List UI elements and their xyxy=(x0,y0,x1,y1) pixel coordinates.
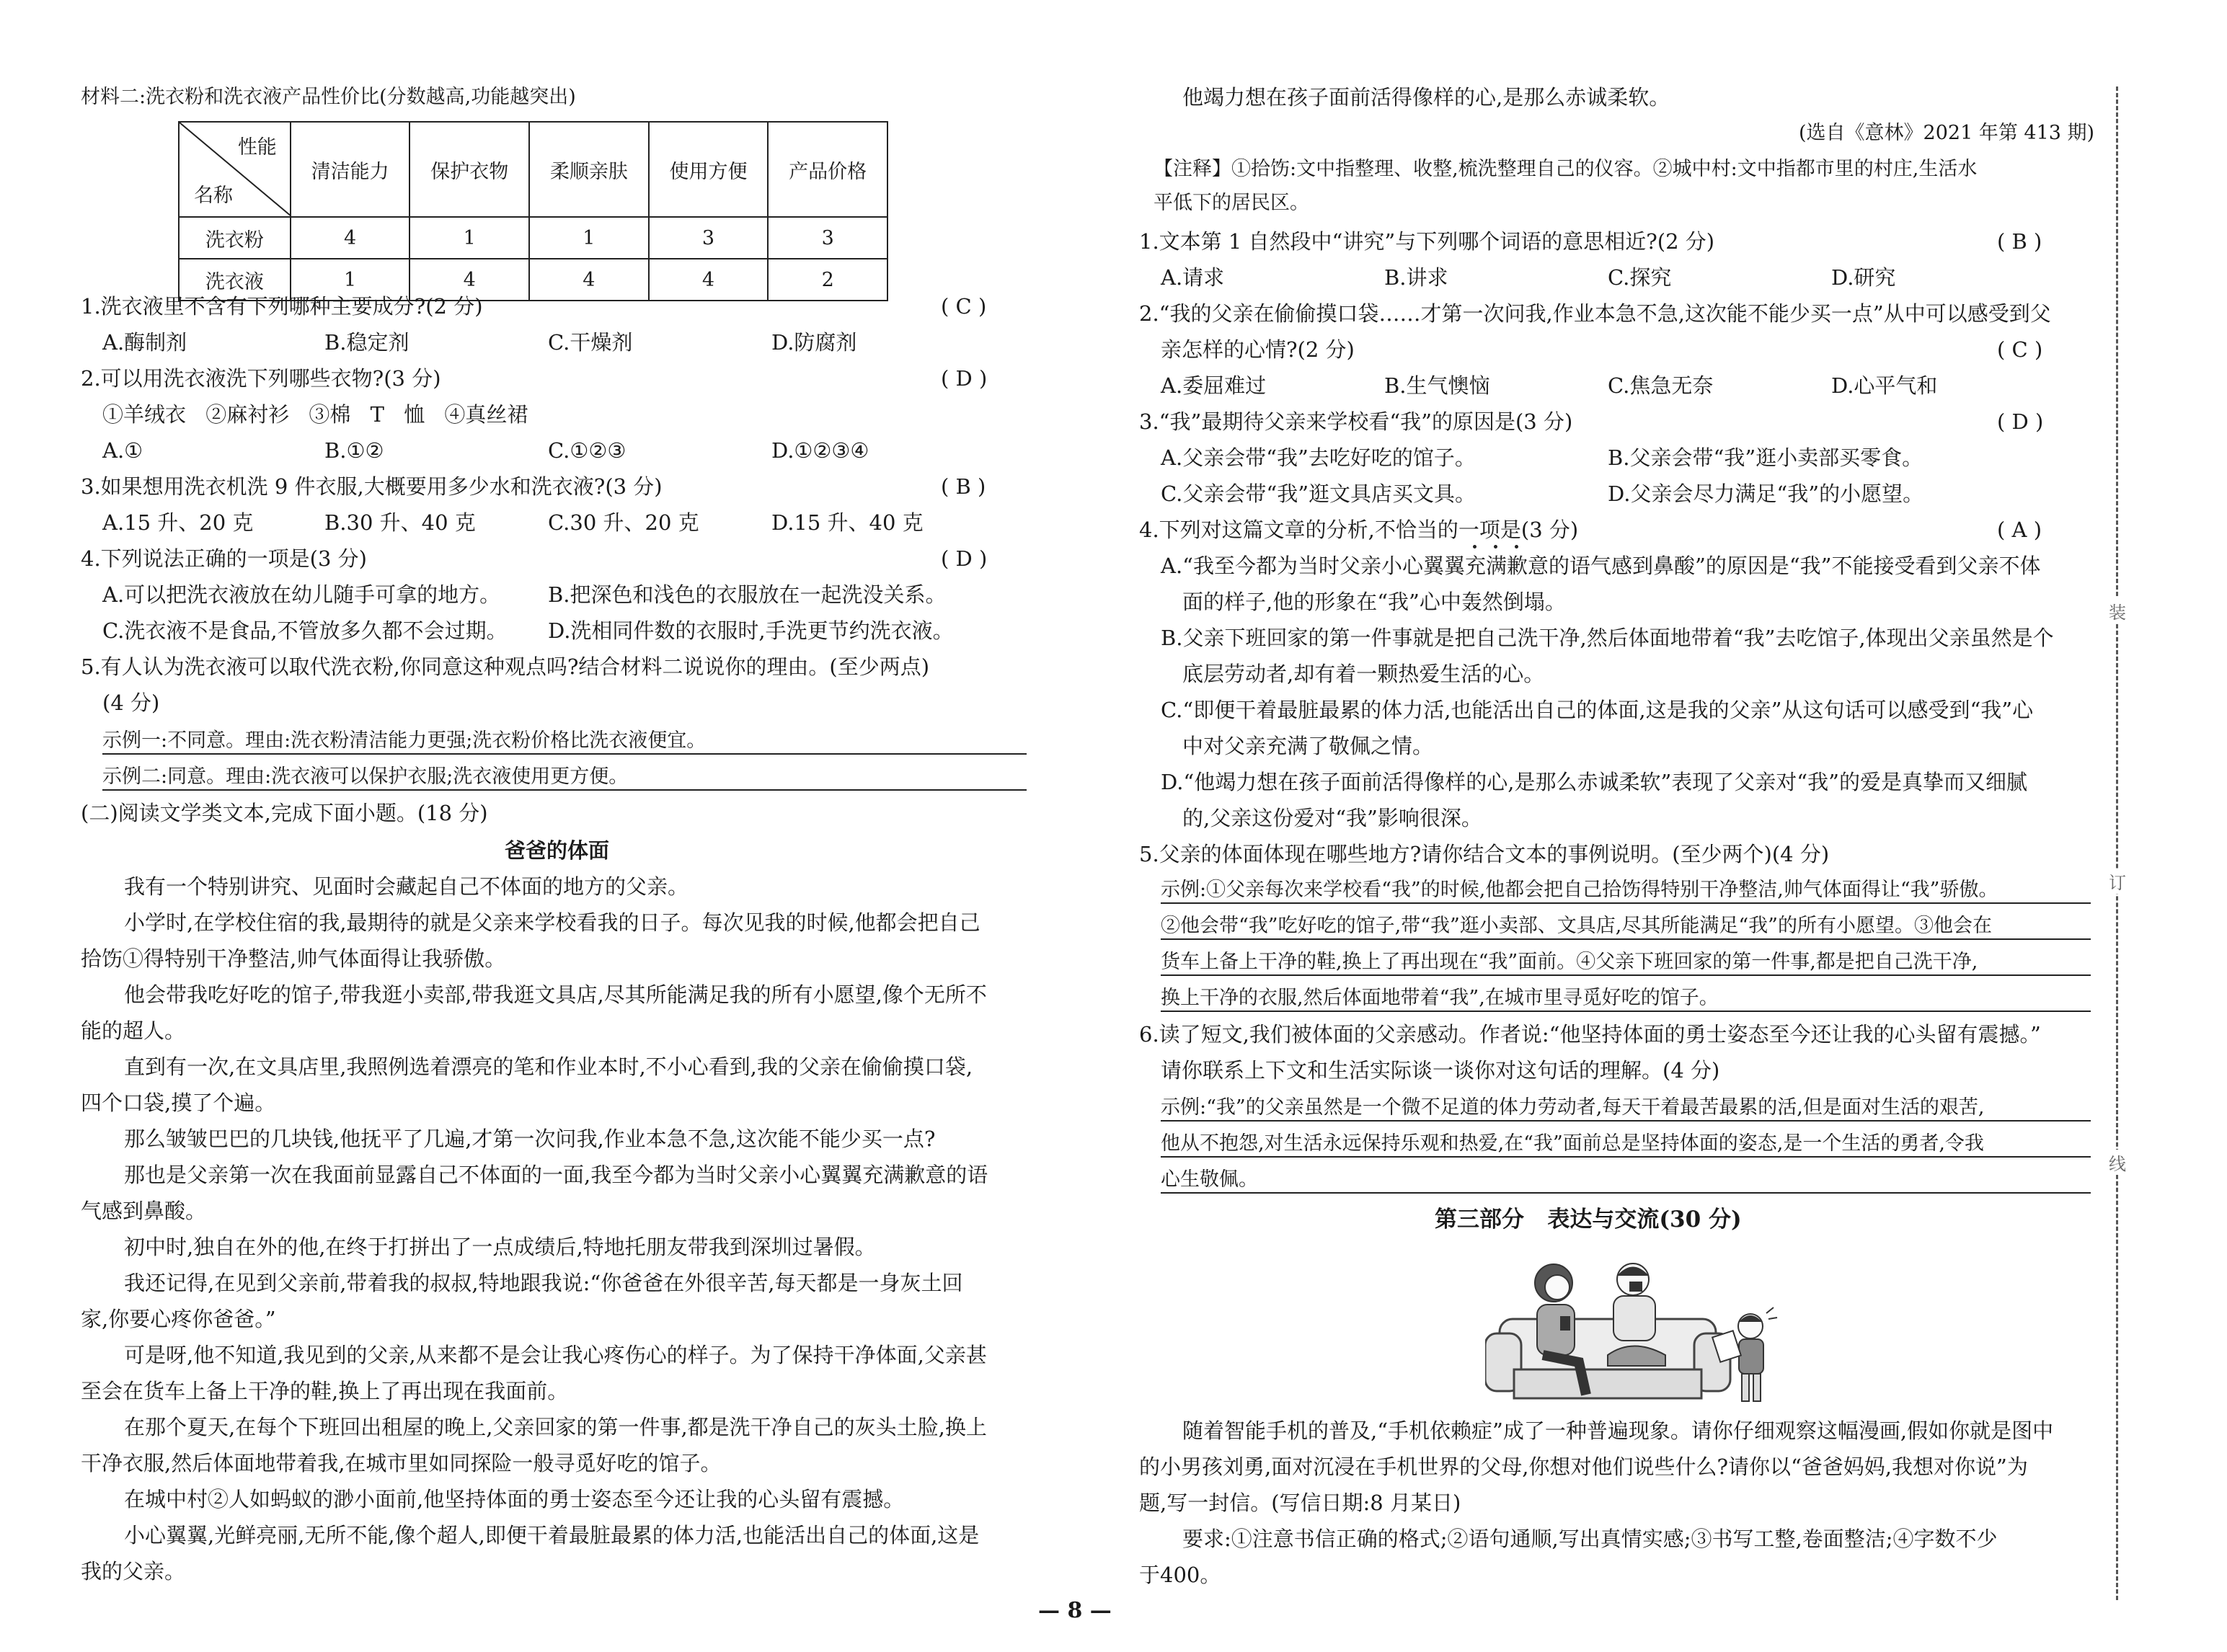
q3-option-d: D.15 升、40 克 xyxy=(771,510,924,535)
rq1-option-a: A.请求 xyxy=(1161,265,1225,290)
q2-option-d: D.①②③④ xyxy=(771,438,869,463)
rq3-stem: 3.“我”最期待父亲来学校看“我”的原因是(3 分) xyxy=(1139,409,1573,434)
rq6-answer-line: 他从不抱怨,对生活永远保持乐观和热爱,在“我”面前总是坚持体面的姿态,是一个生活的勇者,令我 xyxy=(1161,1132,1984,1155)
q2-option-c: C.①②③ xyxy=(548,438,627,463)
q5-score: (4 分) xyxy=(102,690,160,715)
essay-line: 的小男孩刘勇,面对沉浸在手机世界的父母,你想对他们说些什么?请你以“爸爸妈妈,我想对你说”为 xyxy=(1139,1455,2028,1479)
story-line: 他会带我吃好吃的馆子,带我逛小卖部,带我逛文具店,尽其所能满足我的所有小愿望,像个无所不 xyxy=(124,982,987,1007)
answer-underline xyxy=(1161,974,2091,976)
q3-option-a: A.15 升、20 克 xyxy=(102,510,254,535)
story-source: (选自《意林》2021 年第 413 期) xyxy=(1799,122,2095,144)
rq3-option-c: C.父亲会带“我”逛文具店买文具。 xyxy=(1161,481,1476,506)
rq2-option-b: B.生气懊恼 xyxy=(1384,373,1490,398)
story-line: 初中时,独自在外的他,在终于打拼出了一点成绩后,特地托朋友带我到深圳过暑假。 xyxy=(124,1235,876,1259)
story-line: 我有一个特别讲究、见面时会藏起自己不体面的地方的父亲。 xyxy=(124,874,689,899)
answer-underline xyxy=(102,753,1027,755)
table-cell: 3 xyxy=(768,217,887,259)
q4-option-a: A.可以把洗衣液放在幼儿随手可拿的地方。 xyxy=(102,582,501,607)
part-3-title: 第三部分 表达与交流(30 分) xyxy=(1435,1207,1742,1233)
q4-option-d: D.洗相同件数的衣服时,手洗更节约洗衣液。 xyxy=(548,618,954,643)
story-line: 那也是父亲第一次在我面前显露自己不体面的一面,我至今都为当时父亲小心翼翼充满歉意的语 xyxy=(124,1163,988,1187)
rq4-answer: ( A ) xyxy=(1997,518,2042,542)
rq2-option-c: C.焦急无奈 xyxy=(1608,373,1714,398)
table-header: 使用方便 xyxy=(649,122,769,217)
rq1-stem: 1.文本第 1 自然段中“讲究”与下列哪个词语的意思相近?(2 分) xyxy=(1139,229,1715,254)
story-title: 爸爸的体面 xyxy=(505,838,610,863)
row-name: 洗衣液 xyxy=(179,259,291,301)
q1-answer: ( C ) xyxy=(941,294,987,319)
q5-answer-1: 示例一:不同意。理由:洗衣粉清洁能力更强;洗衣粉价格比洗衣液便宜。 xyxy=(102,729,707,752)
rq1-option-d: D.研究 xyxy=(1831,265,1896,290)
story-line: 可是呀,他不知道,我见到的父亲,从来都不是会让我心疼伤心的样子。为了保持干净体面,父亲甚 xyxy=(124,1343,987,1367)
q3-stem: 3.如果想用洗衣机洗 9 件衣服,大概要用多少水和洗衣液?(3 分) xyxy=(81,474,663,499)
note-line-1: 【注释】①拾饬:文中指整理、收整,梳洗整理自己的仪容。②城中村:文中指都市里的村庄,生活水 xyxy=(1154,158,1978,180)
table-cell: 4 xyxy=(529,259,649,301)
table-cell: 3 xyxy=(649,217,769,259)
rq1-option-b: B.讲求 xyxy=(1384,265,1448,290)
rq1-answer: ( B ) xyxy=(1997,229,2042,254)
story-line: 至会在货车上备上干净的鞋,换上了再出现在我面前。 xyxy=(81,1379,569,1403)
corner-bottom-label: 名称 xyxy=(194,185,233,207)
rq5-answer-line: 换上干净的衣服,然后体面地带着“我”,在城市里寻觅好吃的馆子。 xyxy=(1161,987,1719,1009)
table-cell: 2 xyxy=(768,259,887,301)
rq4-line: 的,父亲这份爱对“我”影响很深。 xyxy=(1182,806,1482,830)
binding-mark: 订 xyxy=(2107,869,2128,894)
q1-stem: 1.洗衣液里不含有下列哪种主要成分?(2 分) xyxy=(81,294,483,319)
essay-line: 题,写一封信。(写信日期:8 月某日) xyxy=(1139,1491,1461,1515)
rq6-stem-1: 6.读了短文,我们被体面的父亲感动。作者说:“他坚持体面的勇士姿态至今还让我的心头留有震撼。” xyxy=(1139,1022,2041,1047)
story-line: 小学时,在学校住宿的我,最期待的就是父亲来学校看我的日子。每次见我的时候,他都会把自己 xyxy=(124,910,980,935)
rq6-answer-line: 心生敬佩。 xyxy=(1161,1168,1258,1191)
q1-option-c: C.干燥剂 xyxy=(548,330,633,355)
rq3-option-b: B.父亲会带“我”逛小卖部买零食。 xyxy=(1608,445,1923,470)
rq4-line: 中对父亲充满了敬佩之情。 xyxy=(1182,734,1434,758)
table-row xyxy=(179,217,887,259)
q2-option-a: A.① xyxy=(102,438,143,463)
rq4-line: 面的样子,他的形象在“我”心中轰然倒塌。 xyxy=(1182,590,1566,614)
q4-option-b: B.把深色和浅色的衣服放在一起洗没关系。 xyxy=(548,582,947,607)
answer-underline xyxy=(1161,938,2091,940)
story-line: 四个口袋,摸了个遍。 xyxy=(81,1091,276,1115)
q1-option-d: D.防腐剂 xyxy=(771,330,857,355)
rq3-option-a: A.父亲会带“我”去吃好吃的馆子。 xyxy=(1161,445,1476,470)
rq5-stem: 5.父亲的体面体现在哪些地方?请你结合文本的事例说明。(至少两个)(4 分) xyxy=(1139,842,1830,866)
story-line: 我的父亲。 xyxy=(81,1559,186,1584)
answer-underline xyxy=(1161,902,2091,904)
answer-underline xyxy=(1161,1156,2091,1158)
table-corner-cell xyxy=(179,122,291,217)
q5-stem: 5.有人认为洗衣液可以取代洗衣粉,你同意这种观点吗?结合材料二说说你的理由。(至少两点) xyxy=(81,654,930,679)
story-line: 小心翼翼,光鲜亮丽,无所不能,像个超人,即便干着最脏最累的体力活,也能活出自己的体面,这是 xyxy=(124,1523,980,1547)
performance-table xyxy=(178,121,888,301)
rq4-line: A.“我至今都为当时父亲小心翼翼充满歉意的语气感到鼻酸”的原因是“我”不能接受看到父亲不体 xyxy=(1161,554,2041,578)
story-line: 在那个夏天,在每个下班回出租屋的晚上,父亲回家的第一件事,都是洗干净自己的灰头土脸,换上 xyxy=(124,1415,987,1439)
rq3-answer: ( D ) xyxy=(1997,409,2044,434)
binding-mark: 装 xyxy=(2107,598,2128,623)
emphasis-dot xyxy=(1494,545,1497,549)
note-line-2: 平低下的居民区。 xyxy=(1154,192,1309,214)
q1-option-b: B.稳定剂 xyxy=(324,330,409,355)
q4-option-c: C.洗衣液不是食品,不管放多久都不会过期。 xyxy=(102,618,508,643)
table-header: 保护衣物 xyxy=(409,122,529,217)
table-cell: 4 xyxy=(649,259,769,301)
table-cell: 4 xyxy=(409,259,529,301)
story-line: 气感到鼻酸。 xyxy=(81,1199,207,1223)
rq2-stem-2: 亲怎样的心情?(2 分) xyxy=(1161,337,1355,362)
q3-answer: ( B ) xyxy=(941,474,986,499)
binding-mark: 线 xyxy=(2107,1150,2128,1175)
q2-answer: ( D ) xyxy=(941,366,988,391)
page-number: — 8 — xyxy=(1038,1598,1112,1623)
rq2-stem-1: 2.“我的父亲在偷偷摸口袋……才第一次问我,作业本急不急,这次能不能少买一点”从中可以感受到父 xyxy=(1139,301,2051,326)
emphasis-dot xyxy=(1473,545,1476,549)
answer-underline xyxy=(1161,1011,2091,1012)
rq1-option-c: C.探究 xyxy=(1608,265,1672,290)
rq4-line: B.父亲下班回家的第一件事就是把自己洗干净,然后体面地带着“我”去吃馆子,体现出父亲虽然是个 xyxy=(1161,626,2054,650)
emphasis-dot xyxy=(1515,545,1518,549)
rq2-option-d: D.心平气和 xyxy=(1831,373,1938,398)
q5-answer-2: 示例二:同意。理由:洗衣液可以保护衣服;洗衣液使用更方便。 xyxy=(102,765,629,788)
material-title: 材料二:洗衣粉和洗衣液产品性价比(分数越高,功能越突出) xyxy=(81,86,576,108)
rq5-answer-line: 示例:①父亲每次来学校看“我”的时候,他都会把自己拾饬得特别干净整洁,帅气体面得让“我”骄傲。 xyxy=(1161,879,1998,901)
essay-line: 于400。 xyxy=(1139,1563,1221,1587)
essay-line: 要求:①注意书信正确的格式;②语句通顺,写出真情实感;③书写工整,卷面整洁;④字数不少 xyxy=(1182,1527,1998,1551)
rq3-option-d: D.父亲会尽力满足“我”的小愿望。 xyxy=(1608,481,1924,506)
section-2-heading: (二)阅读文学类文本,完成下面小题。(18 分) xyxy=(81,801,488,825)
q1-option-a: A.酶制剂 xyxy=(102,330,187,355)
rq4-line: 底层劳动者,却有着一颗热爱生活的心。 xyxy=(1182,662,1545,686)
table-header: 柔顺亲肤 xyxy=(529,122,649,217)
story-line: 家,你要心疼你爸爸。” xyxy=(81,1307,276,1331)
rq4-line: D.“他竭力想在孩子面前活得像样的心,是那么赤诚柔软”表现了父亲对“我”的爱是真挚而又细腻 xyxy=(1161,770,2027,794)
rq2-answer: ( C ) xyxy=(1997,337,2043,362)
rq6-answer-line: 示例:“我”的父亲虽然是一个微不足道的体力劳动者,每天干着最苦最累的活,但是面对生活的艰苦, xyxy=(1161,1096,1985,1119)
table-cell: 4 xyxy=(291,217,410,259)
q2-stem: 2.可以用洗衣液洗下列哪些衣物?(3 分) xyxy=(81,366,441,391)
story-line: 能的超人。 xyxy=(81,1018,186,1043)
answer-underline xyxy=(1161,1120,2091,1122)
table-cell: 1 xyxy=(529,217,649,259)
binding-dashed-line xyxy=(2116,86,2118,1600)
rq4-line: C.“即便干着最脏最累的体力活,也能活出自己的体面,这是我的父亲”从这句话可以感受到“我”心 xyxy=(1161,698,2034,722)
answer-underline xyxy=(1161,1192,2091,1194)
table-header: 产品价格 xyxy=(768,122,887,217)
answer-underline xyxy=(102,789,1027,791)
cartoon-illustration xyxy=(1485,1247,1788,1405)
corner-top-label: 性能 xyxy=(237,136,277,159)
table-cell: 1 xyxy=(291,259,410,301)
row-name: 洗衣粉 xyxy=(179,217,291,259)
story-line: 我还记得,在见到父亲前,带着我的叔叔,特地跟我说:“你爸爸在外很辛苦,每天都是一身灰土回 xyxy=(124,1271,963,1295)
rq2-option-a: A.委屈难过 xyxy=(1161,373,1267,398)
q3-option-b: B.30 升、40 克 xyxy=(324,510,476,535)
story-line: 拾饬①得特别干净整洁,帅气体面得让我骄傲。 xyxy=(81,946,506,971)
story-line: 干净衣服,然后体面地带着我,在城市里如同探险一般寻觅好吃的馆子。 xyxy=(81,1451,722,1475)
q2-items: ①羊绒衣 ②麻衬衫 ③棉 T 恤 ④真丝裙 xyxy=(102,402,528,427)
rq6-stem-2: 请你联系上下文和生活实际谈一谈你对这句话的理解。(4 分) xyxy=(1161,1058,1720,1083)
story-line: 直到有一次,在文具店里,我照例选着漂亮的笔和作业本时,不小心看到,我的父亲在偷偷摸口袋, xyxy=(124,1054,973,1079)
story-end: 他竭力想在孩子面前活得像样的心,是那么赤诚柔软。 xyxy=(1182,85,1670,110)
rq5-answer-line: ②他会带“我”吃好吃的馆子,带“我”逛小卖部、文具店,尽其所能满足“我”的所有小愿望。③他会在 xyxy=(1161,915,1992,937)
essay-line: 随着智能手机的普及,“手机依赖症”成了一种普遍现象。请你仔细观察这幅漫画,假如你就是图中 xyxy=(1182,1418,2054,1443)
q2-option-b: B.①② xyxy=(324,438,384,463)
table-cell: 1 xyxy=(409,217,529,259)
story-line: 那么皱皱巴巴的几块钱,他抚平了几遍,才第一次问我,作业本急不急,这次能不能少买一点? xyxy=(124,1127,936,1151)
q3-option-c: C.30 升、20 克 xyxy=(548,510,699,535)
rq4-stem: 4.下列对这篇文章的分析,不恰当的一项是(3 分) xyxy=(1139,518,1579,542)
rq5-answer-line: 货车上备上干净的鞋,换上了再出现在“我”面前。④父亲下班回家的第一件事,都是把自己洗干净, xyxy=(1161,951,1978,973)
q4-answer: ( D ) xyxy=(941,546,988,571)
q4-stem: 4.下列说法正确的一项是(3 分) xyxy=(81,546,367,571)
table-header: 清洁能力 xyxy=(291,122,410,217)
story-line: 在城中村②人如蚂蚁的渺小面前,他坚持体面的勇士姿态至今还让我的心头留有震撼。 xyxy=(124,1487,905,1511)
